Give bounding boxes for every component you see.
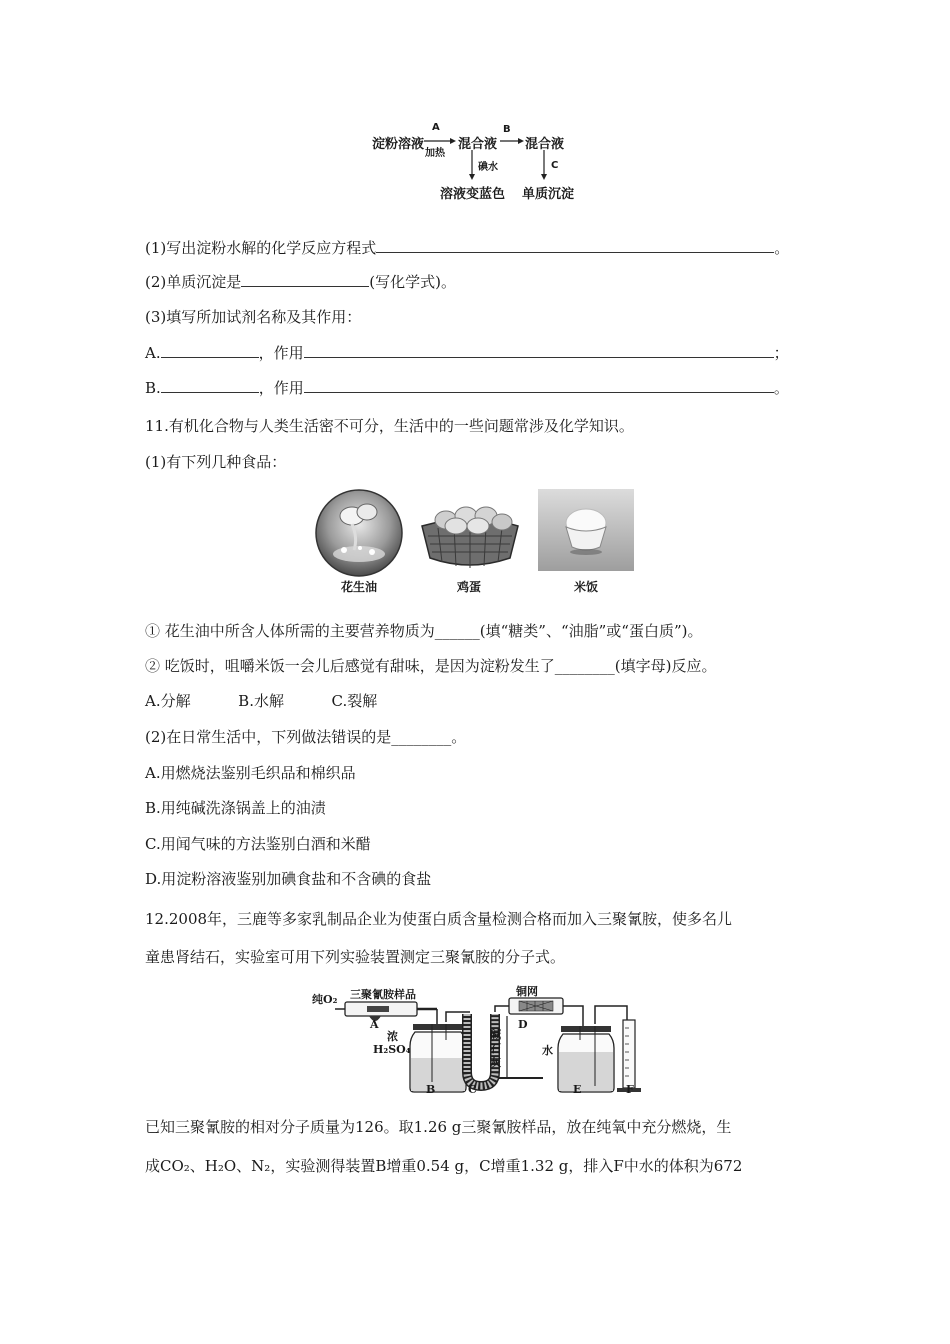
answer-blank[interactable]	[241, 272, 369, 287]
label-e: E	[573, 1083, 582, 1096]
food-caption: 鸡蛋	[456, 580, 481, 594]
flow-blue-result: 溶液变蓝色	[440, 187, 506, 202]
q10-reagent-a: A. ，作用 ；	[145, 344, 789, 362]
option-a: A.分解	[145, 692, 191, 710]
answer-blank[interactable]	[376, 238, 774, 253]
q10-reagent-b: B. ，作用 。	[145, 379, 789, 397]
q11-stem: 11.有机化合物与人类生活密不可分，生活中的一些问题常涉及化学知识。	[145, 417, 634, 435]
flow-mixture-2: 混合液	[525, 137, 565, 152]
q11-choice: B.用纯碱洗涤锅盖上的油渍	[145, 799, 326, 817]
q12-stem-line1: 12.2008年，三鹿等多家乳制品企业为使蛋白质含量检测合格而加入三聚氰胺，使多名儿	[145, 910, 733, 928]
q11-part2: (2)在日常生活中，下列做法错误的是________。	[145, 728, 467, 746]
rice-image	[538, 489, 634, 571]
peanut-oil-image	[314, 488, 404, 578]
label-soda-lime: 灰	[490, 1056, 501, 1069]
answer-blank[interactable]	[304, 343, 774, 358]
flow-reagent-b: B	[503, 124, 511, 135]
answer-blank[interactable]	[161, 378, 259, 393]
q10-part2: (2)单质沉淀是 (写化学式)。	[145, 273, 456, 291]
q10-part3: (3)填写所加试剂名称及其作用：	[145, 308, 362, 326]
q11-part1: (1)有下列几种食品：	[145, 453, 287, 471]
label-sample: 三聚氰胺样品	[350, 988, 416, 1001]
q11-item2: ② 吃饭时，咀嚼米饭一会儿后感觉有甜味，是因为淀粉发生了________(填字母)反应。	[145, 657, 717, 675]
flow-heat: 加热	[425, 148, 445, 159]
flow-iodine-water: 碘水	[478, 162, 498, 173]
label-soda-lime: 碱	[490, 1028, 501, 1041]
q10-part1: (1)写出淀粉水解的化学反应方程式 。	[145, 239, 790, 257]
flow-reagent-a: A	[432, 122, 440, 133]
q11-options	[145, 691, 377, 711]
arrow-down-icon	[468, 150, 476, 180]
label-soda-lime: 石	[490, 1042, 501, 1055]
label-h2so4: H₂SO₄	[373, 1043, 411, 1056]
answer-blank[interactable]	[161, 343, 259, 358]
option-c: C.裂解	[331, 692, 378, 710]
arrow-right-icon	[500, 137, 524, 145]
answer-blank[interactable]	[304, 378, 774, 393]
q11-choice: A.用燃烧法鉴别毛织品和棉织品	[145, 764, 356, 782]
label-copper: 铜网	[516, 985, 538, 998]
flow-mixture-1: 混合液	[458, 137, 498, 152]
q11-choice: D.用淀粉溶液鉴别加碘食盐和不含碘的食盐	[145, 870, 432, 888]
food-caption: 花生油	[340, 580, 377, 594]
label-b: B	[426, 1083, 436, 1096]
flow-precipitate-result: 单质沉淀	[522, 187, 575, 202]
label-conc: 浓	[387, 1030, 398, 1043]
q11-choice: C.用闻气味的方法鉴别白酒和米醋	[145, 835, 371, 853]
label-d: D	[518, 1018, 528, 1031]
arrow-down-icon	[540, 150, 548, 180]
flow-reagent-c: C	[551, 160, 559, 171]
label-water: 水	[542, 1044, 553, 1057]
q12-stem-line2: 童患肾结石，实验室可用下列实验装置测定三聚氰胺的分子式。	[145, 948, 566, 966]
flow-starch-solution: 淀粉溶液	[372, 137, 425, 152]
q12-text-line1: 已知三聚氰胺的相对分子质量为126。取1.26 g三聚氰胺样品，放在纯氧中充分燃烧，生	[145, 1118, 732, 1136]
label-f: F	[626, 1083, 634, 1096]
option-b: B.水解	[238, 692, 284, 710]
label-c: C	[468, 1083, 477, 1096]
q12-text-line2: 成CO₂、H₂O、N₂，实验测得装置B增重0.54 g，C增重1.32 g，排入F中水的体积为672	[145, 1157, 743, 1175]
label-a: A	[370, 1018, 379, 1031]
food-caption: 米饭	[573, 580, 598, 594]
q11-item1: ① 花生油中所含人体所需的主要营养物质为______(填“糖类”、“油脂”或“蛋白质”)。	[145, 622, 703, 640]
label-o2: 纯O₂	[312, 993, 338, 1006]
eggs-image	[418, 492, 522, 572]
